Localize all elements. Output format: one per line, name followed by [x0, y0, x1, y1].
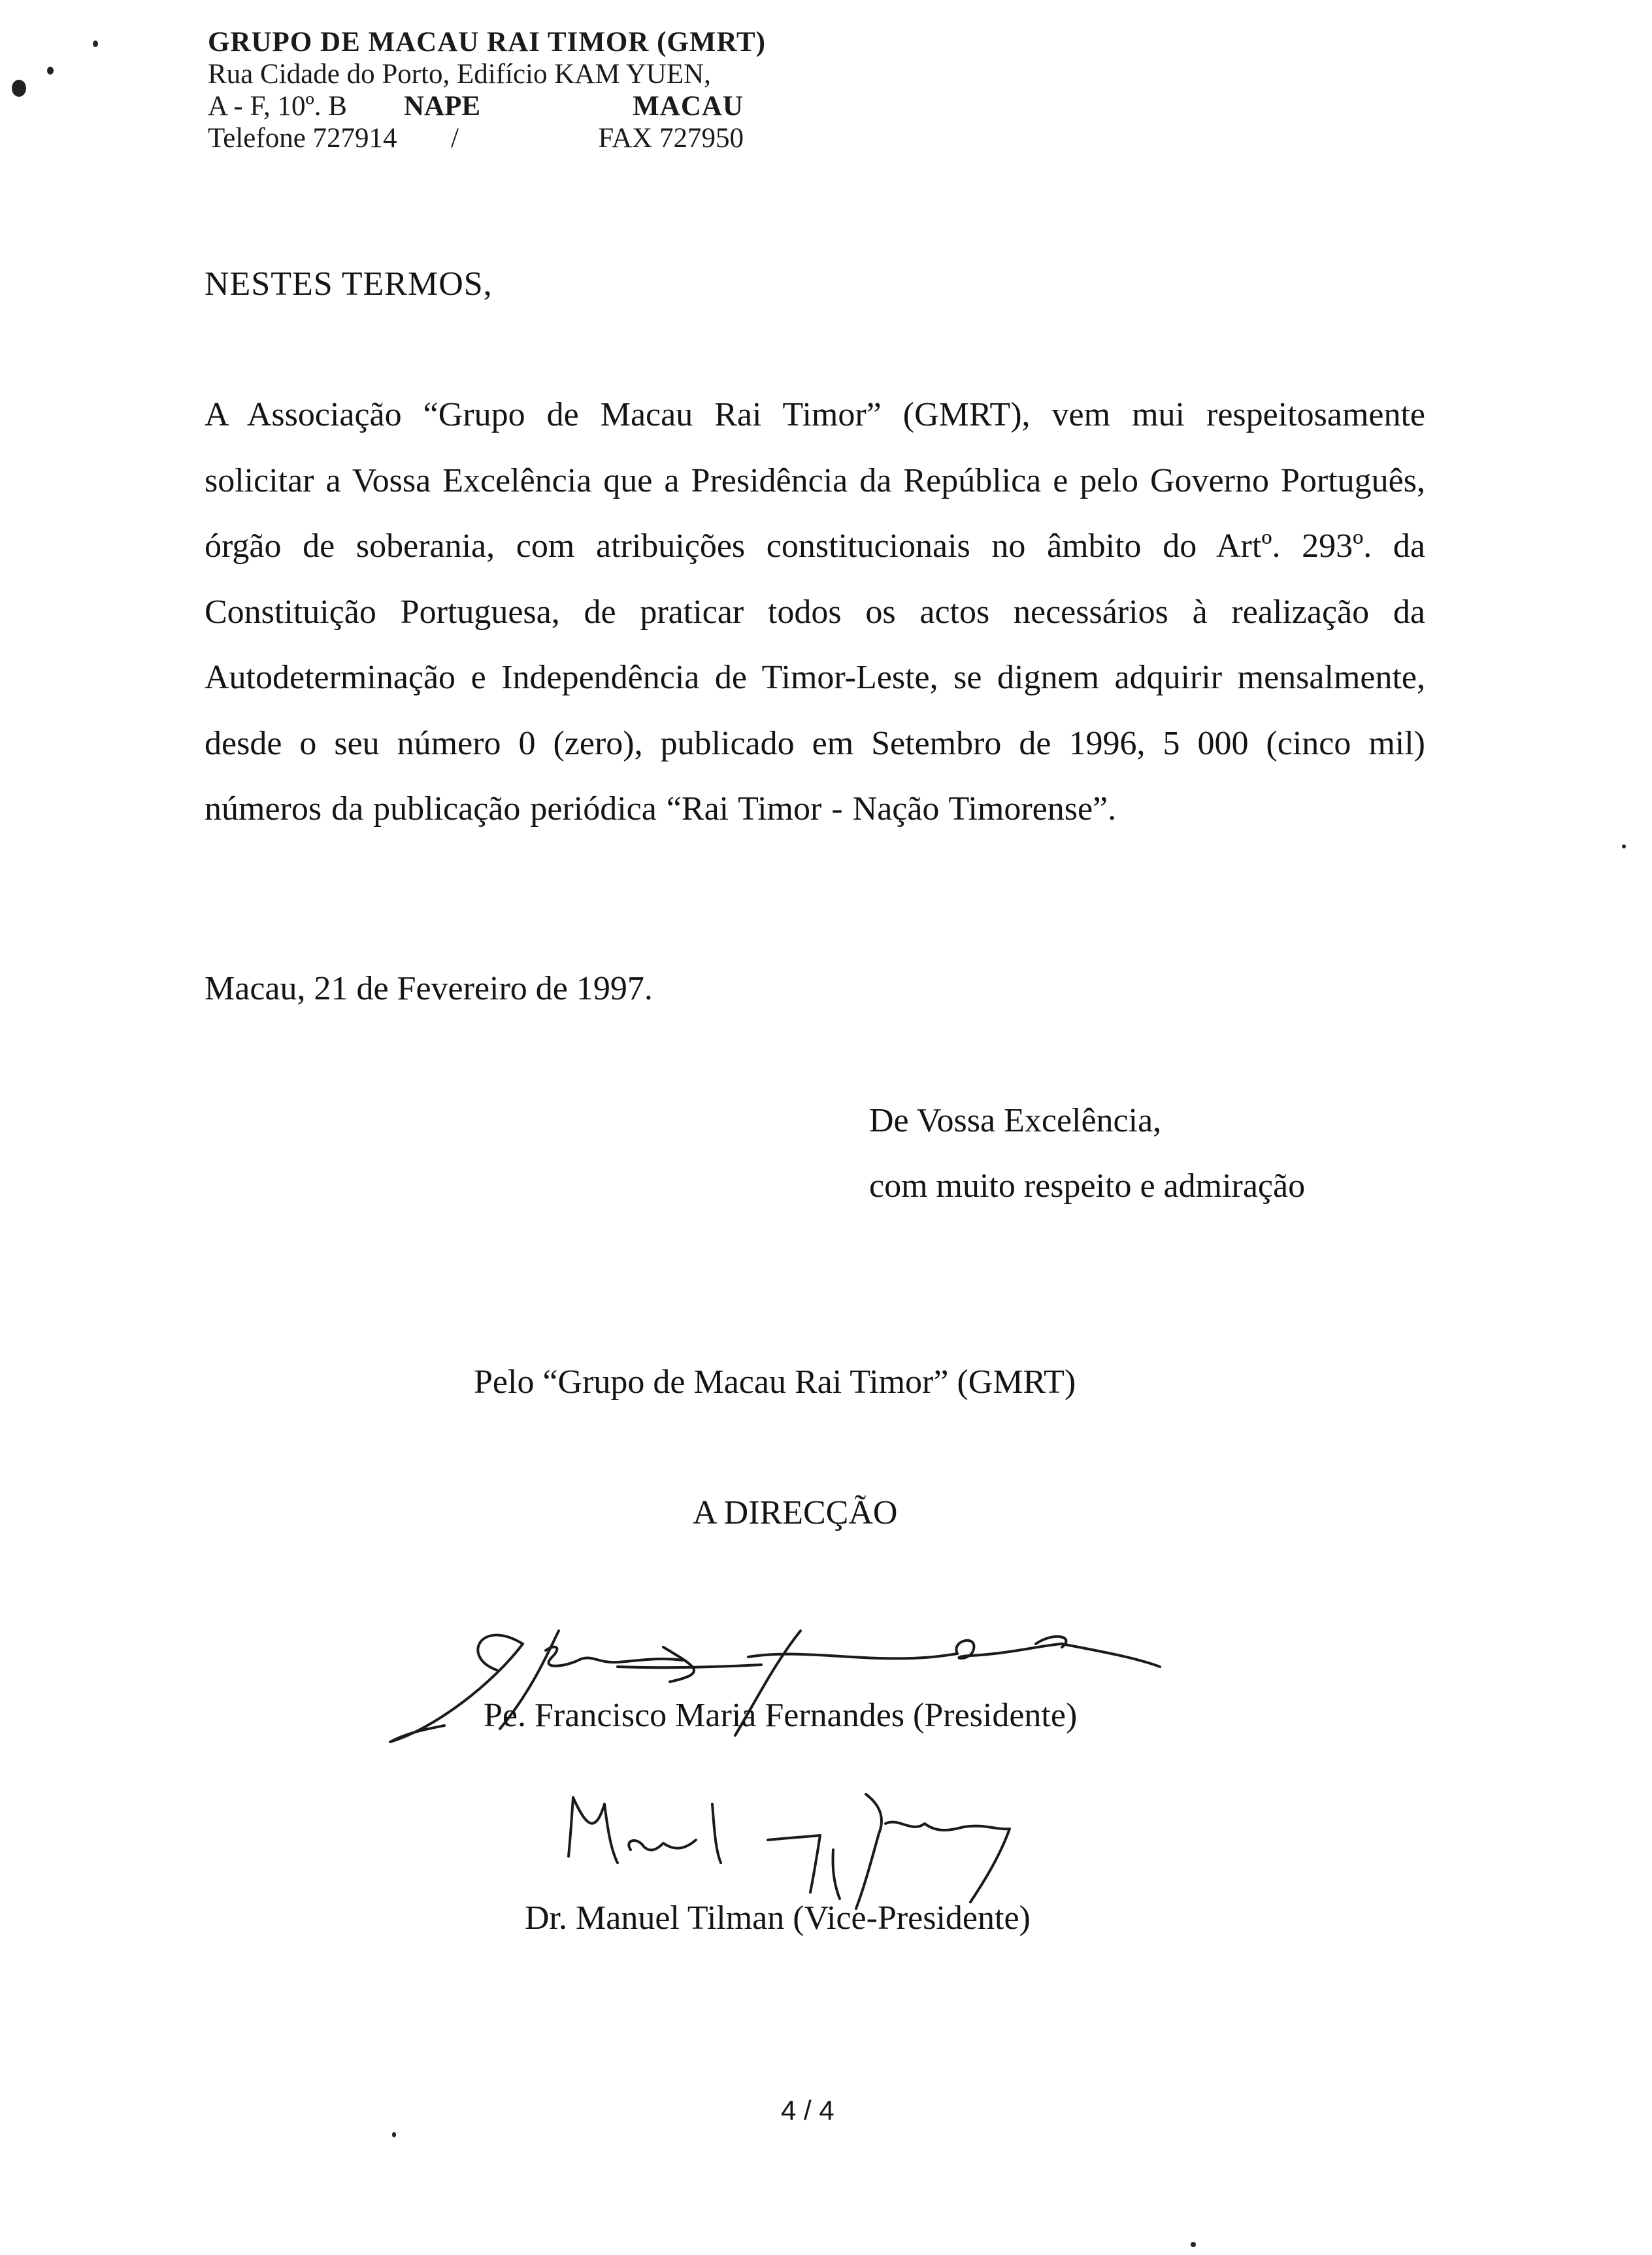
on-behalf-line: Pelo “Grupo de Macau Rai Timor” (GMRT) — [474, 1363, 1076, 1401]
letterhead-name-line — [208, 26, 767, 58]
signatory-president-name: Pe. Francisco Maria Fernandes (Presidente) — [484, 1697, 1078, 1734]
letterhead-contact-line — [208, 122, 744, 154]
signatory-vice-president-name: Dr. Manuel Tilman (Vice-Presidente) — [525, 1899, 1031, 1937]
contact-separator: / — [451, 123, 459, 154]
address-floor: A - F, 10º. B — [208, 91, 347, 122]
organization-name: GRUPO DE MACAU RAI TIMOR (GMRT) — [208, 27, 767, 58]
address-street: Rua Cidade do Porto, Edifício KAM YUEN, — [208, 59, 711, 90]
address-city: MACAU — [633, 91, 744, 122]
scan-speck — [47, 67, 54, 75]
scan-speck — [12, 80, 26, 97]
scan-speck — [93, 41, 98, 47]
scan-speck — [1622, 844, 1626, 848]
address-district: NAPE — [404, 91, 481, 122]
scan-speck — [392, 2132, 396, 2137]
page-number: 4 / 4 — [781, 2095, 834, 2126]
letterhead — [208, 26, 767, 154]
scan-speck — [1191, 2242, 1196, 2247]
fax-number: FAX 727950 — [598, 123, 744, 154]
phone-number: Telefone 727914 — [208, 123, 397, 154]
letterhead-address-line-1 — [208, 58, 744, 90]
letter-heading: NESTES TERMOS, — [205, 265, 493, 303]
closing-regards: com muito respeito e admiração — [869, 1167, 1306, 1205]
closing-salutation: De Vossa Excelência, — [869, 1102, 1162, 1139]
place-and-date: Macau, 21 de Fevereiro de 1997. — [205, 970, 653, 1007]
letterhead-address-line-2 — [208, 90, 744, 122]
letter-body-paragraph: A Associação “Grupo de Macau Rai Timor” (GMRT), vem mui respeitosamente solicitar a Vossa Excelência que a Presidência da República e pelo Governo Português, órgão de soberania, com atribuições constitucionais no âmbito do Artº. 293º. da Constituição Portuguesa, de praticar todos os actos necessários à realização da Autodeterminação e Independência de Timor-Leste, se dignem adquirir mensalmente, desde o seu número 0 (zero), publicado em Setembro de 1996, 5 000 (cinco mil) números da publicação periódica “Rai Timor - Nação Timorense”. — [205, 396, 1425, 827]
direction-heading: A DIRECÇÃO — [693, 1494, 898, 1531]
